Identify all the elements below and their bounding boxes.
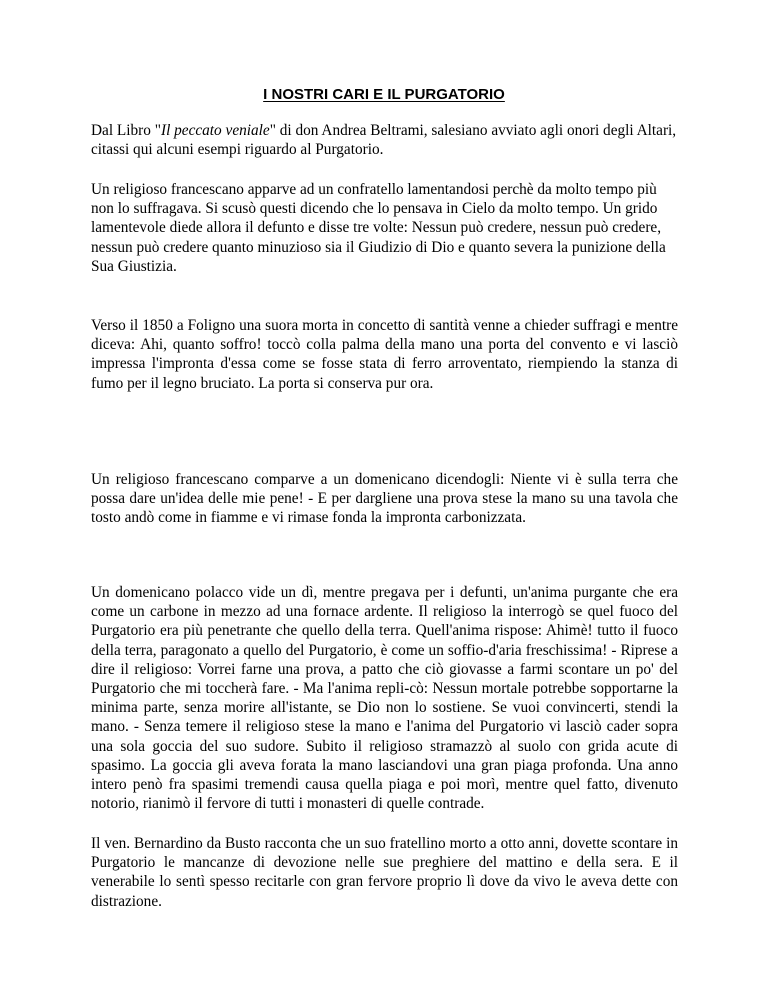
paragraph-bernardino: Il ven. Bernardino da Busto racconta che un suo fratellino morto a otto anni, dovette scontare in Purgatorio le mancanze di devozione nelle sue preghiere del mattino e della sera. E il venerabile lo sentì spesso recitarle con gran fervore proprio lì dove da vivo le aveva dette con distrazione. bbox=[91, 835, 678, 910]
document-title: I NOSTRI CARI E IL PURGATORIO bbox=[263, 86, 505, 103]
paragraph-franciscan-table: Un religioso francescano comparve a un domenicano dicendogli: Niente vi è sulla terra che possa dare un'idea delle mie pene! - E per dargliene una prova stese la mano su una tavola che tosto andò come in fiamme e vi rimase fonda la impronta carbonizzata. bbox=[91, 471, 678, 527]
book-title: Il peccato veniale bbox=[160, 122, 270, 139]
paragraph-franciscan-lament: Un religioso francescano apparve ad un confratello lamentandosi perchè da molto tempo più non lo suffragava. Si scusò questi dicendo che lo pensava in Cielo da molto tempo. Un grido lamentevole diede allora il defunto e disse tre volte: Nessun può credere, nessun può credere, nessun può credere quanto minuzioso sia il Giudizio di Dio e quanto severa la punizione della Sua Giustizia. bbox=[91, 181, 666, 275]
intro-paragraph bbox=[91, 121, 678, 159]
paragraph-polish-dominican: Un domenicano polacco vide un dì, mentre pregava per i defunti, un'anima purgante che era come un carbone in mezzo ad una fornace ardente. Il religioso la interrogò se quel fuoco del Purgatorio era più penetrante che quello della terra. Quell'anima rispose: Ahimè! tutto il fuoco della terra, paragonato a quello del Purgatorio, è come un soffio-d'aria freschissima! - Riprese a dire il religioso: Vorrei farne una prova, a patto che ciò giovasse a farmi scontare un po' del Purgatorio che mi toccherà fare. - Ma l'anima repli-cò: Nessun mortale potrebbe sopportarne la minima parte, senza morire all'istante, se Dio non lo sostiene. Se vuoi convincerti, stendi la mano. - Senza temere il religioso stese la mano e l'anima del Purgatorio vi lasciò cader sopra una sola goccia del suo sudore. Subito il religioso stramazzò al suolo con grida acute di spasimo. La goccia gli aveva forata la mano lasciandovi una gran piaga profonda. Una anno intero penò fra spasimi tremendi causa quella piaga e poi morì, mentre quel fatto, divenuto notorio, rianimò il fervore di tutti i monasteri di quelle contrade. bbox=[91, 584, 678, 813]
paragraph-foligno-nun: Verso il 1850 a Foligno una suora morta in concetto di santità venne a chieder suffragi e mentre diceva: Ahi, quanto soffro! toccò colla palma della mano una porta del convento e vi lasciò impressa l'impronta d'essa come se fosse stata di ferro arroventato, riempiendo la stanza di fumo per il legno bruciato. La porta si conserva pur ora. bbox=[91, 317, 678, 392]
intro-text-after: " di don Andrea Beltrami, salesiano avviato agli onori degli Altari, citassi qui alcuni esempi riguardo al Purgatorio. bbox=[91, 122, 677, 159]
intro-text-before: Dal Libro " bbox=[91, 122, 161, 139]
